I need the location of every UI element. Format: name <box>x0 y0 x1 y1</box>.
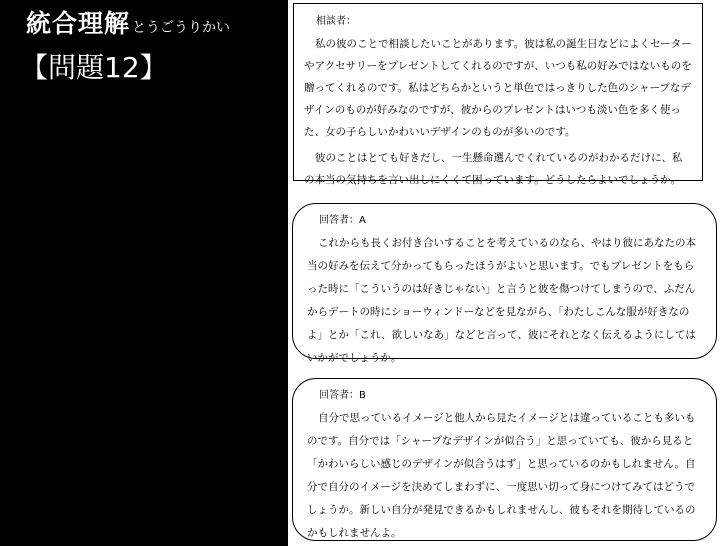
page-title <box>26 4 230 40</box>
answer-a-role-label: 回答者：A <box>319 215 366 226</box>
question-box <box>293 3 703 186</box>
section-title-reading: とうごうりかい <box>132 20 231 36</box>
question-paragraph-2: 彼のことはとても好きだし、一生懸命選んでくれているのがわかるだけに、私の本当の気持ちを言い出しにくくて困っています。どうしたらよいでしょうか。 <box>304 152 683 186</box>
problem-number: 【問題12】 <box>20 51 168 84</box>
title-panel <box>0 0 288 546</box>
answer-a-box <box>292 203 717 364</box>
answer-b-paragraph: 自分で思っているイメージと他人から見たイメージとは違っていることも多いものです。自分では「シャープなデザインが似合う」と思っていても、彼から見ると「かわいらしい感じのデザインが似合うはず」と思っているのかもしれません。自分で自分のイメージを決めてしまわずに、一度思い切って身につけてみてはどうでしょうか。新しい自分が発見できるかもしれませんし、彼もそれを期待しているのかもしれませんよ。 <box>307 412 696 539</box>
question-paragraph-1: 私の彼のことで相談したいことがあります。彼は私の誕生日などによくセーターやアクセサリーをプレゼントしてくれるのですが、いつも私の好みではないものを贈ってくれるのです。私はどちらかというと単色ではっきりした色のシャープなデザインのものが好みなのですが、彼からのプレゼントはいつも淡い色を多く使った、女の子らしいかわいいデザインのものが多いのです。 <box>304 38 692 138</box>
section-title: 統合理解 <box>26 9 131 38</box>
answer-a-paragraph: これからも長くお付き合いすることを考えているのなら、やはり彼にあなたの本当の好みを伝えて分かってもらったほうがよいと思います。でもプレゼントをもらった時に「こういうのは好きじゃない」と言うと彼を傷つけてしまうので、ふだんからデートの時にショーウィンドーなどを見ながら、「わたしこんな服が好きなのよ」とか「これ、欲しいなあ」などと言って、彼にそれとなく伝えるようにしてはいかがでしょうか。 <box>307 237 696 364</box>
answer-b-box <box>292 378 717 541</box>
answer-b-role-label: 回答者：B <box>319 390 366 401</box>
question-role-label: 相談者： <box>316 16 356 27</box>
document-page <box>288 0 728 546</box>
